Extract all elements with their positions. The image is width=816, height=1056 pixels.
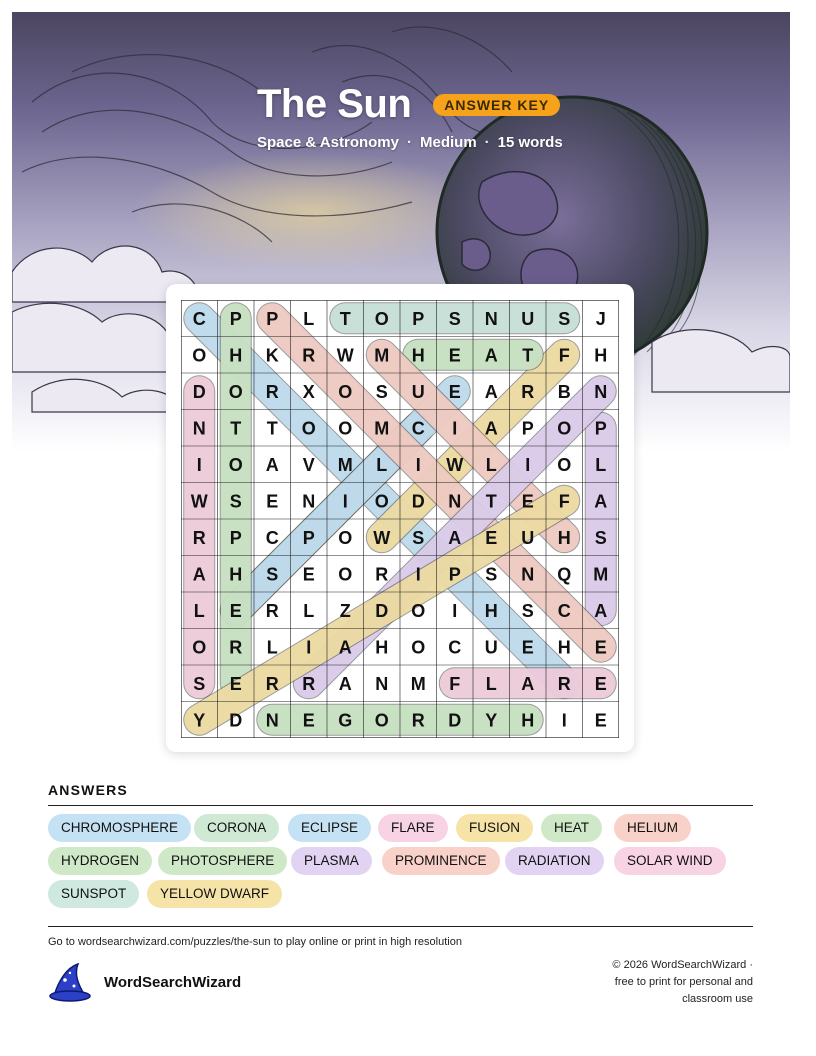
answer-pill: CHROMOSPHERE xyxy=(48,814,191,842)
answer-pill: FUSION xyxy=(456,814,533,842)
grid-letter: E xyxy=(229,600,242,621)
footer-note: Go to wordsearchwizard.com/puzzles/the-sun to play online or print in high resolution xyxy=(48,936,462,948)
grid-letter: A xyxy=(265,454,279,475)
grid-letter: L xyxy=(303,308,315,329)
grid-letter: L xyxy=(376,454,388,475)
grid-letter: H xyxy=(594,345,608,366)
grid-letter: C xyxy=(557,600,571,621)
grid-letter: R xyxy=(521,381,535,402)
grid-letter: Z xyxy=(339,600,351,621)
grid-letter: K xyxy=(265,345,279,366)
grid-letter: O xyxy=(411,637,426,658)
word-count-label: 15 words xyxy=(497,134,563,151)
grid-letter: D xyxy=(411,491,425,512)
grid-letter: C xyxy=(192,308,206,329)
grid-letter: T xyxy=(522,345,534,366)
meta-separator: · xyxy=(484,134,490,151)
answer-pill: HEAT xyxy=(541,814,602,842)
grid-letter: S xyxy=(412,527,425,548)
grid-letter: R xyxy=(302,673,316,694)
grid-letter: S xyxy=(448,308,461,329)
grid-letter: D xyxy=(448,710,462,731)
answer-pill: HELIUM xyxy=(614,814,691,842)
grid-letter: A xyxy=(448,527,462,548)
grid-letter: R xyxy=(265,673,279,694)
grid-letter: U xyxy=(521,527,535,548)
grid-letter: M xyxy=(374,418,390,439)
grid-letter: N xyxy=(448,491,462,512)
answer-pill: FLARE xyxy=(378,814,448,842)
grid-letter: W xyxy=(336,345,354,366)
grid-letter: O xyxy=(338,564,353,585)
brand-logo xyxy=(48,962,241,1002)
grid-letter: Y xyxy=(193,710,206,731)
grid-letter: M xyxy=(374,345,390,366)
title-row xyxy=(257,82,560,127)
grid-letter: V xyxy=(302,454,315,475)
grid-letter: W xyxy=(373,527,391,548)
grid-letter: R xyxy=(265,381,279,402)
grid-letter: N xyxy=(192,418,206,439)
grid-letter: S xyxy=(521,600,534,621)
grid-letter: A xyxy=(484,381,498,402)
grid-letter: S xyxy=(375,381,388,402)
grid-letter: R xyxy=(229,637,243,658)
grid-letter: O xyxy=(338,381,353,402)
grid-letter: H xyxy=(375,637,389,658)
grid-letter: I xyxy=(452,600,458,621)
grid-letter: S xyxy=(229,491,242,512)
grid-letter: R xyxy=(557,673,571,694)
grid-letter: I xyxy=(415,454,421,475)
grid-letter: W xyxy=(446,454,464,475)
grid-letter: L xyxy=(303,600,315,621)
grid-letter: A xyxy=(594,491,608,512)
grid-letter: R xyxy=(375,564,389,585)
grid-letter: D xyxy=(192,381,206,402)
grid-letter: A xyxy=(594,600,608,621)
grid-letter: F xyxy=(449,673,461,694)
grid-letter: S xyxy=(266,564,279,585)
grid-letter: O xyxy=(228,381,243,402)
grid-letter: B xyxy=(557,381,571,402)
grid-letter: C xyxy=(448,637,462,658)
brand-name: WordSearchWizard xyxy=(104,973,242,991)
grid-letter: E xyxy=(594,637,607,658)
grid-letter: O xyxy=(192,637,207,658)
grid-letter: O xyxy=(374,710,389,731)
grid-letter: R xyxy=(265,600,279,621)
grid-letter: F xyxy=(558,345,570,366)
grid-letter: A xyxy=(192,564,206,585)
answers-divider xyxy=(48,805,753,806)
grid-letter: M xyxy=(593,564,609,585)
grid-letter: P xyxy=(448,564,461,585)
grid-letter: I xyxy=(196,454,202,475)
grid-letter: M xyxy=(337,454,353,475)
grid-letter: L xyxy=(485,454,497,475)
answer-pill: ECLIPSE xyxy=(288,814,371,842)
answers-heading: ANSWERS xyxy=(48,782,128,798)
footer-divider xyxy=(48,926,753,927)
copyright xyxy=(553,957,753,1008)
grid-letter: O xyxy=(374,308,389,329)
copyright-line: classroom use xyxy=(682,993,753,1005)
grid-letter: P xyxy=(229,308,242,329)
grid-letter: H xyxy=(484,600,498,621)
grid-letter: A xyxy=(338,673,352,694)
grid-letter: E xyxy=(521,637,534,658)
grid-letter: U xyxy=(521,308,535,329)
grid-letter: A xyxy=(521,673,535,694)
grid-letter: E xyxy=(594,710,607,731)
grid-letter: P xyxy=(229,527,242,548)
grid-letter: I xyxy=(306,637,312,658)
grid-letter: I xyxy=(415,564,421,585)
word-search-grid xyxy=(181,300,619,738)
grid-letter: R xyxy=(411,710,425,731)
grid-letter: H xyxy=(521,710,535,731)
answer-key-badge: ANSWER KEY xyxy=(433,94,560,116)
grid-letter: G xyxy=(338,710,353,731)
grid-letter: O xyxy=(192,345,207,366)
category-label: Space & Astronomy xyxy=(257,134,399,151)
grid-letter: Y xyxy=(485,710,498,731)
grid-letter: L xyxy=(595,454,607,475)
grid-letter: I xyxy=(342,491,348,512)
page-title: The Sun xyxy=(257,82,412,126)
grid-letter: E xyxy=(266,491,279,512)
answer-pill: PLASMA xyxy=(291,847,372,875)
grid-letter: T xyxy=(230,418,242,439)
grid-letter: A xyxy=(484,418,498,439)
grid-letter: N xyxy=(265,710,279,731)
grid-letter: S xyxy=(485,564,498,585)
answer-pill: HYDROGEN xyxy=(48,847,152,875)
grid-letter: I xyxy=(525,454,531,475)
grid-letter: N xyxy=(302,491,316,512)
grid-letter: T xyxy=(339,308,351,329)
grid-letter: C xyxy=(411,418,425,439)
grid-letter: E xyxy=(521,491,534,512)
grid-letter: L xyxy=(266,637,278,658)
grid-letter: H xyxy=(229,345,243,366)
grid-letter: O xyxy=(374,491,389,512)
grid-letter: M xyxy=(410,673,426,694)
grid-letter: L xyxy=(485,673,497,694)
grid-letter: T xyxy=(266,418,278,439)
grid-letter: N xyxy=(521,564,535,585)
answer-pill: SUNSPOT xyxy=(48,880,139,908)
grid-letter: P xyxy=(412,308,425,329)
grid-letter: E xyxy=(302,710,315,731)
grid-letter: P xyxy=(302,527,315,548)
copyright-line: © 2026 WordSearchWizard · xyxy=(612,959,753,971)
grid-letter: O xyxy=(557,454,572,475)
answer-pill: CORONA xyxy=(194,814,279,842)
grid-letter: U xyxy=(484,637,498,658)
answer-pill: PHOTOSPHERE xyxy=(158,847,287,875)
grid-letter: O xyxy=(228,454,243,475)
grid-letter: H xyxy=(229,564,243,585)
grid-letter: D xyxy=(229,710,243,731)
grid-letter: S xyxy=(558,308,571,329)
grid-letter: C xyxy=(265,527,279,548)
grid-letter: H xyxy=(411,345,425,366)
grid-letter: O xyxy=(338,418,353,439)
grid-letter: S xyxy=(193,673,206,694)
grid-letter: I xyxy=(561,710,567,731)
grid-letter: E xyxy=(229,673,242,694)
puzzle-meta xyxy=(257,134,563,151)
grid-letter: U xyxy=(411,381,425,402)
grid-letter: S xyxy=(594,527,607,548)
grid-letter: E xyxy=(448,345,461,366)
grid-letter: A xyxy=(338,637,352,658)
grid-letter: E xyxy=(448,381,461,402)
grid-letter: P xyxy=(594,418,607,439)
answer-pill: YELLOW DWARF xyxy=(147,880,282,908)
puzzle-card xyxy=(166,284,634,752)
grid-letter: A xyxy=(484,345,498,366)
grid-letter: N xyxy=(375,673,389,694)
grid-letter: T xyxy=(485,491,497,512)
meta-separator: · xyxy=(406,134,412,151)
wizard-hat-icon xyxy=(48,962,92,1002)
grid-letter: H xyxy=(557,527,571,548)
answer-pill: RADIATION xyxy=(505,847,604,875)
grid-letter: O xyxy=(338,527,353,548)
grid-letter: P xyxy=(521,418,534,439)
grid-letter: D xyxy=(375,600,389,621)
grid-letter: P xyxy=(266,308,279,329)
grid-letter: N xyxy=(484,308,498,329)
grid-letter: X xyxy=(302,381,315,402)
grid-letter: J xyxy=(595,308,606,329)
grid-letter: O xyxy=(557,418,572,439)
grid-letter: W xyxy=(190,491,208,512)
grid-letter: O xyxy=(301,418,316,439)
grid-letter: E xyxy=(302,564,315,585)
grid-letter: I xyxy=(452,418,458,439)
grid-letter: E xyxy=(594,673,607,694)
grid-letter: N xyxy=(594,381,608,402)
answer-pill: PROMINENCE xyxy=(382,847,500,875)
difficulty-label: Medium xyxy=(419,134,477,151)
grid-letter: H xyxy=(557,637,571,658)
answer-pill: SOLAR WIND xyxy=(614,847,726,875)
copyright-line: free to print for personal and xyxy=(614,976,753,988)
grid-letter: Q xyxy=(557,564,572,585)
grid-letter: F xyxy=(558,491,570,512)
grid-letter: R xyxy=(192,527,206,548)
grid-letter: E xyxy=(485,527,498,548)
grid-letter: R xyxy=(302,345,316,366)
grid-letter: L xyxy=(193,600,205,621)
grid-letter: O xyxy=(411,600,426,621)
